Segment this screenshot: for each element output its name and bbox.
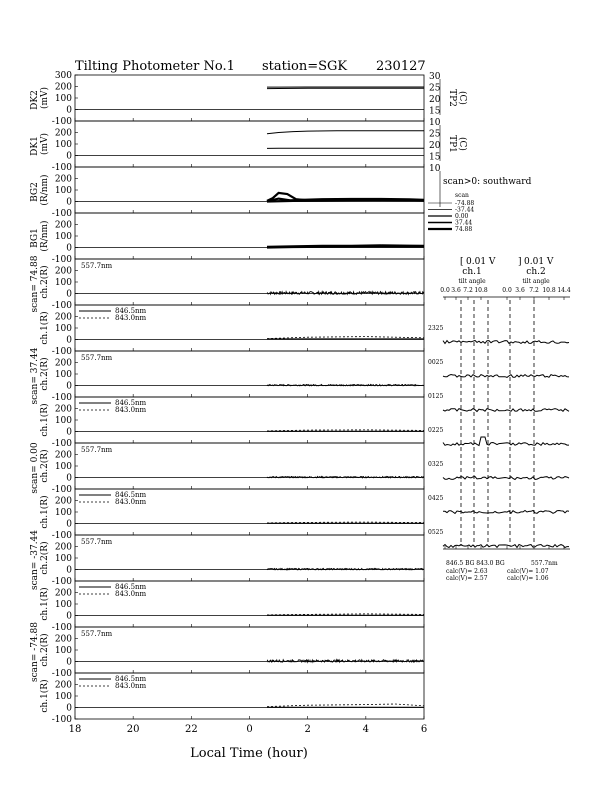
tilt-time-label: 0525 xyxy=(428,529,444,536)
panel-frame xyxy=(75,443,424,489)
y-tick-label: 100 xyxy=(54,278,72,288)
y-tick-label: 200 xyxy=(54,542,72,553)
ch2-scale: 0.01 V xyxy=(524,257,554,267)
station-label: station=SGK xyxy=(262,59,348,74)
y-tick-label: 300 xyxy=(54,71,72,81)
y-tick-label: 100 xyxy=(54,600,72,610)
y-tick-label: -100 xyxy=(51,393,72,403)
tilt-tick-label: 7.2 xyxy=(463,287,473,294)
side-legend-label: 74.88 xyxy=(455,226,473,233)
legend-label: 846.5nm xyxy=(115,491,147,499)
side-legend-label: 0.00 xyxy=(455,213,469,220)
panel-9 xyxy=(30,442,424,495)
bracket-icon: [ xyxy=(460,257,464,267)
y-label: ch.1(R) xyxy=(40,495,50,529)
tilt-bottom-ch2: 557.7nm xyxy=(531,560,558,567)
y-tick-label: -100 xyxy=(51,439,72,449)
y-label-outer: DK1 xyxy=(30,136,40,156)
x-tick-label: 22 xyxy=(184,724,198,735)
y-tick-label: 100 xyxy=(54,554,72,564)
tilt-tick-label: 7.2 xyxy=(529,287,539,294)
legend-label: 843.0nm xyxy=(115,498,147,506)
y-tick-label: -100 xyxy=(51,255,72,265)
y-tick-label: 200 xyxy=(54,82,72,93)
panel-frame xyxy=(75,167,424,213)
y-tick-label: 100 xyxy=(54,508,72,518)
ch2-label: ch.2 xyxy=(526,267,546,277)
right-tick-label: 30 xyxy=(429,72,441,82)
series-2 xyxy=(267,704,424,707)
inset-label: 557.7nm xyxy=(81,446,113,454)
panels xyxy=(30,71,468,725)
figure-header xyxy=(75,59,426,74)
y-label: ch.2(R) xyxy=(40,633,50,667)
panel-frame xyxy=(75,535,424,581)
y-tick-label: -100 xyxy=(51,209,72,219)
y-label-outer: scan= 74.88 xyxy=(30,255,40,313)
right-tick-label: 20 xyxy=(429,95,441,105)
x-tick-label: 6 xyxy=(420,724,428,735)
tilt-angle-panel xyxy=(428,257,571,582)
y-label: ch.2(R) xyxy=(40,357,50,391)
tilt-trace xyxy=(443,477,569,480)
legend-label: 846.5nm xyxy=(115,307,147,315)
y-tick-label: -100 xyxy=(51,715,72,725)
x-tick-label: 0 xyxy=(246,724,253,735)
right-tick-label: 15 xyxy=(429,106,441,117)
y-tick-label: 0 xyxy=(66,289,72,300)
y-tick-label: 100 xyxy=(54,140,72,150)
side-legend-label: -37.44 xyxy=(455,206,475,214)
y-tick-label: 200 xyxy=(54,358,72,369)
y-tick-label: -100 xyxy=(51,623,72,633)
y-tick-label: 100 xyxy=(54,324,72,334)
right-tick-label: 25 xyxy=(429,83,441,94)
x-axis-title: Local Time (hour) xyxy=(190,746,308,761)
y-tick-label: 0 xyxy=(66,427,72,438)
tilt-tick-label: 10.8 xyxy=(542,287,556,294)
side-legend-label: -74.88 xyxy=(455,200,475,207)
tilt-label: tilt angle xyxy=(458,278,486,285)
y-label: ch.1(R) xyxy=(40,587,50,621)
series-2 xyxy=(267,247,424,248)
y-label: ch.1(R) xyxy=(40,403,50,437)
calc-ch1: calc(V)= 2.57 xyxy=(446,575,488,582)
tilt-trace xyxy=(443,341,569,344)
y-tick-label: 200 xyxy=(54,128,72,139)
panel-frame xyxy=(75,351,424,397)
y-tick-label: 200 xyxy=(54,496,72,507)
tilt-tick-label: 3.6 xyxy=(451,287,461,294)
legend-label: 846.5nm xyxy=(115,675,147,683)
right-axis-unit: (C) xyxy=(457,91,467,105)
x-tick-label: 18 xyxy=(68,724,82,735)
bracket-icon: ] xyxy=(518,257,522,267)
series-2 xyxy=(267,337,424,339)
y-tick-label: 100 xyxy=(54,462,72,472)
y-tick-label: -100 xyxy=(51,301,72,311)
legend-label: 843.0nm xyxy=(115,590,147,598)
inset-label: 557.7nm xyxy=(81,538,113,546)
y-tick-label: 100 xyxy=(54,692,72,702)
legend-label: 846.5nm xyxy=(115,583,147,591)
panel-5 xyxy=(30,255,424,312)
y-label: ch.2(R) xyxy=(40,541,50,575)
panel-12 xyxy=(39,581,424,633)
tilt-time-label: 0325 xyxy=(428,461,444,468)
tilt-tick-label: 10.8 xyxy=(474,287,488,294)
panel-8 xyxy=(39,397,424,449)
legend-label: 843.0nm xyxy=(115,314,147,322)
tilt-time-label: 0025 xyxy=(428,359,444,366)
series-1 xyxy=(267,131,424,134)
y-label-outer: BG2 xyxy=(30,182,40,202)
y-tick-label: 200 xyxy=(54,174,72,185)
y-tick-label: 100 xyxy=(54,186,72,196)
x-axis xyxy=(69,724,428,761)
y-tick-label: 200 xyxy=(54,450,72,461)
panel-4 xyxy=(30,213,424,265)
y-label-outer: DK2 xyxy=(30,90,40,110)
tilt-tick-label: 14.4 xyxy=(557,287,571,294)
legend-label: 843.0nm xyxy=(115,682,147,690)
tilt-bottom-ch1: 846.5 BG 843.0 BG xyxy=(446,560,505,567)
right-axis-label: TP2 xyxy=(447,89,457,107)
tilt-time-label: 0225 xyxy=(428,427,444,434)
panel-2 xyxy=(30,118,468,173)
right-axis-label: TP1 xyxy=(447,135,457,153)
panel-7 xyxy=(30,347,424,404)
tilt-label: tilt angle xyxy=(522,278,550,285)
right-tick-label: 10 xyxy=(429,118,441,128)
x-tick-label: 4 xyxy=(362,724,370,735)
y-label: (mV) xyxy=(40,132,50,156)
tilt-trace xyxy=(443,511,569,514)
right-tick-label: 25 xyxy=(429,129,441,140)
y-tick-label: 100 xyxy=(54,370,72,380)
y-tick-label: 0 xyxy=(66,611,72,622)
y-tick-label: 0 xyxy=(66,151,72,162)
y-label: (R/nm) xyxy=(40,174,50,206)
tilt-time-label: 0425 xyxy=(428,495,444,502)
y-tick-label: -100 xyxy=(51,531,72,541)
y-tick-label: 0 xyxy=(66,565,72,576)
side-legend-label: 37.44 xyxy=(455,219,473,227)
y-tick-label: 100 xyxy=(54,94,72,104)
inset-label: 557.7nm xyxy=(81,354,113,362)
right-axis-unit: (C) xyxy=(457,137,467,151)
x-tick-label: 20 xyxy=(126,724,140,735)
tilt-tick-label: 0.0 xyxy=(440,287,450,294)
y-label-outer: BG1 xyxy=(30,228,40,248)
tilt-time-label: 0125 xyxy=(428,393,444,400)
y-tick-label: 0 xyxy=(66,335,72,346)
y-label: ch.2(R) xyxy=(40,265,50,299)
y-tick-label: 200 xyxy=(54,220,72,231)
y-tick-label: 200 xyxy=(54,634,72,645)
tilt-trace xyxy=(443,437,569,446)
legend-label: 843.0nm xyxy=(115,406,147,414)
side-legend-title: scan>0: southward xyxy=(443,177,532,187)
y-tick-label: -100 xyxy=(51,485,72,495)
y-tick-label: -100 xyxy=(51,577,72,587)
y-label: (mV) xyxy=(40,86,50,110)
y-tick-label: 0 xyxy=(66,519,72,530)
date-label: 230127 xyxy=(376,59,426,74)
side-legend xyxy=(428,177,532,233)
inset-label: 557.7nm xyxy=(81,630,113,638)
tilt-tick-label: 3.6 xyxy=(515,287,525,294)
right-tick-label: 15 xyxy=(429,152,441,163)
y-label: (R/nm) xyxy=(40,220,50,252)
y-tick-label: -100 xyxy=(51,163,72,173)
calc-ch2: calc(V)= 1.07 xyxy=(507,568,549,575)
panel-frame xyxy=(75,213,424,259)
y-tick-label: 0 xyxy=(66,657,72,668)
ch1-label: ch.1 xyxy=(462,267,482,277)
calc-ch1: calc(V)= 2.63 xyxy=(446,568,488,575)
y-tick-label: 200 xyxy=(54,404,72,415)
tilt-tick-label: 0.0 xyxy=(502,287,512,294)
y-tick-label: -100 xyxy=(51,347,72,357)
y-tick-label: 0 xyxy=(66,105,72,116)
tilt-trace xyxy=(443,375,569,378)
panel-6 xyxy=(39,305,424,357)
tilt-time-label: 2325 xyxy=(428,325,444,332)
y-tick-label: 200 xyxy=(54,680,72,691)
y-tick-label: 0 xyxy=(66,243,72,254)
panel-1 xyxy=(30,71,468,127)
y-label: ch.1(R) xyxy=(40,679,50,713)
panel-frame xyxy=(75,627,424,673)
panel-14 xyxy=(39,673,424,725)
y-tick-label: 200 xyxy=(54,266,72,277)
series-3 xyxy=(267,200,424,201)
y-label: ch.2(R) xyxy=(40,449,50,483)
y-tick-label: 200 xyxy=(54,312,72,323)
panel-10 xyxy=(39,489,424,541)
panel-frame xyxy=(75,75,424,121)
x-tick-label: 2 xyxy=(304,724,311,735)
y-tick-label: 100 xyxy=(54,646,72,656)
y-label-outer: scan= 37.44 xyxy=(30,347,40,405)
y-tick-label: 200 xyxy=(54,588,72,599)
tilt-trace xyxy=(443,545,569,548)
right-tick-label: 10 xyxy=(429,164,441,174)
y-label-outer: scan= -74.88 xyxy=(30,621,40,683)
inset-label: 557.7nm xyxy=(81,262,113,270)
y-tick-label: 0 xyxy=(66,473,72,484)
y-tick-label: -100 xyxy=(51,669,72,679)
ch1-scale: 0.01 V xyxy=(466,257,496,267)
right-tick-label: 20 xyxy=(429,141,441,151)
chart-title: Tilting Photometer No.1 xyxy=(75,59,235,74)
y-tick-label: -100 xyxy=(51,117,72,127)
y-tick-label: 0 xyxy=(66,197,72,208)
y-tick-label: 0 xyxy=(66,703,72,714)
y-tick-label: 0 xyxy=(66,381,72,392)
y-label-outer: scan= -37.44 xyxy=(30,529,40,591)
y-label: ch.1(R) xyxy=(40,311,50,345)
panel-frame xyxy=(75,121,424,167)
y-label-outer: scan= 0.00 xyxy=(30,442,40,494)
calc-ch2: calc(V)= 1.06 xyxy=(507,575,549,582)
panel-frame xyxy=(75,259,424,305)
legend-label: 846.5nm xyxy=(115,399,147,407)
panel-3 xyxy=(30,164,441,219)
y-tick-label: 100 xyxy=(54,416,72,426)
y-tick-label: 100 xyxy=(54,232,72,242)
side-legend-header: scan xyxy=(455,192,469,199)
tilt-trace xyxy=(443,409,569,412)
